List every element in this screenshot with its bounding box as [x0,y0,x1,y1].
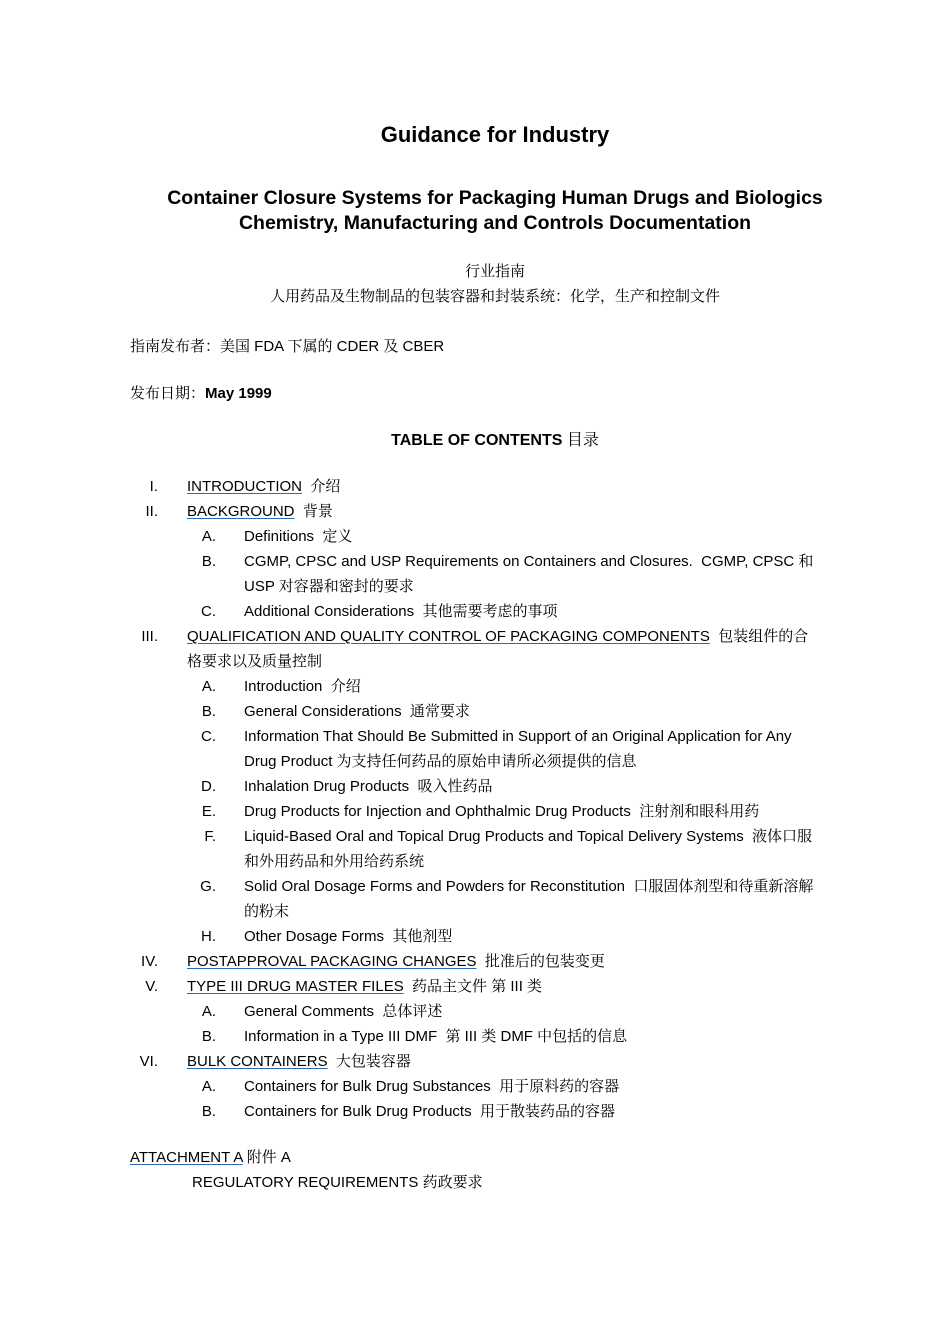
toc-entry-chinese: 口服固体剂型和待重新溶解 [625,878,814,895]
toc-entry-number: IV. [141,953,158,970]
toc-entry-number: V. [145,978,158,995]
toc-entry-text [244,1074,864,1099]
toc-section-link[interactable]: BACKGROUND [187,503,295,520]
toc-entry-chinese: 总体评述 [374,1003,443,1020]
toc-entry-number: C. [201,603,216,620]
toc-subsection-title: Additional Considerations [244,603,415,620]
toc-heading [0,427,950,450]
toc-entry-text [187,499,867,524]
toc-subsection-title: General Comments [244,1003,375,1020]
toc-entry-text [187,1049,867,1074]
toc-entry-chinese: CGMP, CPSC 和 [692,553,814,570]
toc-entry-chinese: 药品主文件 第 III 类 [403,978,543,995]
toc-entry-chinese: 背景 [294,503,333,520]
toc-subsection-title: Solid Oral Dosage Forms and Powders for Reconstitution [244,878,626,895]
toc-entry-number: B. [201,703,216,720]
toc-entry-text [187,474,867,499]
toc-entry-chinese: 大包装容器 [327,1053,411,1070]
attachment-subtitle [192,1170,483,1195]
attachment-link[interactable]: ATTACHMENT A [130,1149,243,1166]
toc-section-link[interactable]: POSTAPPROVAL PACKAGING CHANGES [187,953,477,970]
toc-entry-text [244,1099,864,1124]
toc-section-link[interactable]: TYPE III DRUG MASTER FILES [187,978,404,995]
subtitle-line-2: Chemistry, Manufacturing and Controls Documentation [238,212,752,234]
toc-entry-chinese: 液体口服 [743,828,813,845]
toc-entry-chinese: 其他剂型 [384,928,453,945]
toc-entry-text [244,999,864,1024]
toc-entry-chinese: 注射剂和眼科用药 [630,803,760,820]
toc-subsection-title: Liquid-Based Oral and Topical Drug Products and Topical Delivery Systems [244,828,744,845]
toc-entry-number: B. [201,553,216,570]
toc-entry-number: A. [201,1003,216,1020]
attachment-label-cn: 附件 A [246,1149,291,1166]
date-line [130,382,272,403]
toc-entry-chinese: 介绍 [322,678,361,695]
toc-entry-continuation: 格要求以及质量控制 [187,653,323,670]
toc-entry-text [244,724,864,774]
toc-entry-number: II. [145,503,158,520]
toc-entry-text [244,674,864,699]
issuer-line: 指南发布者：美国 FDA 下属的 CDER 及 CBER [130,338,445,355]
chinese-title-line-1: 行业指南 [464,263,525,280]
toc-entry-number: I. [149,478,158,495]
toc-section-link[interactable]: INTRODUCTION [187,478,302,495]
toc-entry-number: B. [201,1028,216,1045]
toc-entry-text [244,699,864,724]
toc-entry-number: A. [201,678,216,695]
toc-entry-chinese: 介绍 [302,478,341,495]
chinese-title-line-2: 人用药品及生物制品的包装容器和封装系统：化学，生产和控制文件 [269,288,720,305]
toc-entry-chinese: 第 III 类 DMF 中包括的信息 [437,1028,628,1045]
toc-entry-number: D. [201,778,216,795]
toc-entry-number: G. [200,878,216,895]
toc-entry-chinese: 用于散装药品的容器 [471,1103,615,1120]
toc-entry-number: H. [201,928,216,945]
toc-subsection-title: Introduction [244,678,323,695]
document-title: Guidance for Industry [380,122,610,147]
toc-entry-text [187,949,867,974]
toc-entry-chinese: 吸入性药品 [409,778,493,795]
toc-section-link[interactable]: QUALIFICATION AND QUALITY CONTROL OF PACKAGING COMPONENTS [187,628,710,645]
toc-entry-number: A. [201,1078,216,1095]
toc-entry-continuation: USP 对容器和密封的要求 [244,578,414,595]
toc-entry-text [244,599,864,624]
toc-entry-text [244,874,864,924]
toc-entry-text [244,799,864,824]
toc-entry-number: B. [201,1103,216,1120]
toc-entry-continuation: 的粉末 [244,903,290,920]
toc-entry-chinese: 其他需要考虑的事项 [414,603,558,620]
toc-entry-continuation: 和外用药品和外用给药系统 [244,853,425,870]
toc-subsection-title: Containers for Bulk Drug Products [244,1103,472,1120]
toc-entry-text [187,974,867,999]
toc-entry-chinese: 用于原料药的容器 [490,1078,620,1095]
toc-subsection-title: Drug Products for Injection and Ophthalmic Drug Products [244,803,631,820]
date-value: May 1999 [205,385,272,402]
toc-entry-text [187,624,867,674]
toc-heading-cn: 目录 [566,432,599,449]
toc-subsection-title: Containers for Bulk Drug Substances [244,1078,491,1095]
toc-entry-chinese: 定义 [314,528,353,545]
toc-entry-text [244,824,864,874]
toc-subsection-title: Other Dosage Forms [244,928,385,945]
toc-heading-en: TABLE OF CONTENTS [391,432,563,449]
toc-subsection-title: Information That Should Be Submitted in Support of an Original Application for Any [244,728,792,745]
date-label: 发布日期： [130,385,206,402]
toc-entry-continuation: Drug Product 为支持任何药品的原始申请所必须提供的信息 [244,753,637,770]
toc-entry-number: F. [204,828,216,845]
toc-entry-number: A. [201,528,216,545]
toc-subsection-title: General Considerations [244,703,402,720]
toc-entry-chinese: 通常要求 [401,703,470,720]
subtitle-line-1: Container Closure Systems for Packaging Human Drugs and Biologics [167,187,823,209]
toc-entry-chinese: 包装组件的合 [709,628,809,645]
toc-entry-text [244,524,864,549]
toc-entry-number: VI. [139,1053,158,1070]
toc-entry-text [244,1024,864,1049]
attachment-line [130,1145,291,1170]
toc-entry-number: III. [141,628,158,645]
toc-entry-text [244,924,864,949]
chinese-title [0,259,950,309]
toc-entry-chinese: 批准后的包装变更 [476,953,605,970]
toc-entry-number: C. [201,728,216,745]
attachment-sub-cn: 药政要求 [422,1174,483,1191]
toc-entry-number: E. [201,803,216,820]
toc-entry-text [244,549,864,599]
toc-entry-text [244,774,864,799]
attachment-sub-en: REGULATORY REQUIREMENTS [192,1174,419,1191]
toc-subsection-title: Inhalation Drug Products [244,778,410,795]
toc-subsection-title: CGMP, CPSC and USP Requirements on Containers and Closures. [244,553,693,570]
toc-subsection-title: Definitions [244,528,315,545]
toc-subsection-title: Information in a Type III DMF [244,1028,438,1045]
toc-section-link[interactable]: BULK CONTAINERS [187,1053,328,1070]
document-subtitle [0,186,950,236]
